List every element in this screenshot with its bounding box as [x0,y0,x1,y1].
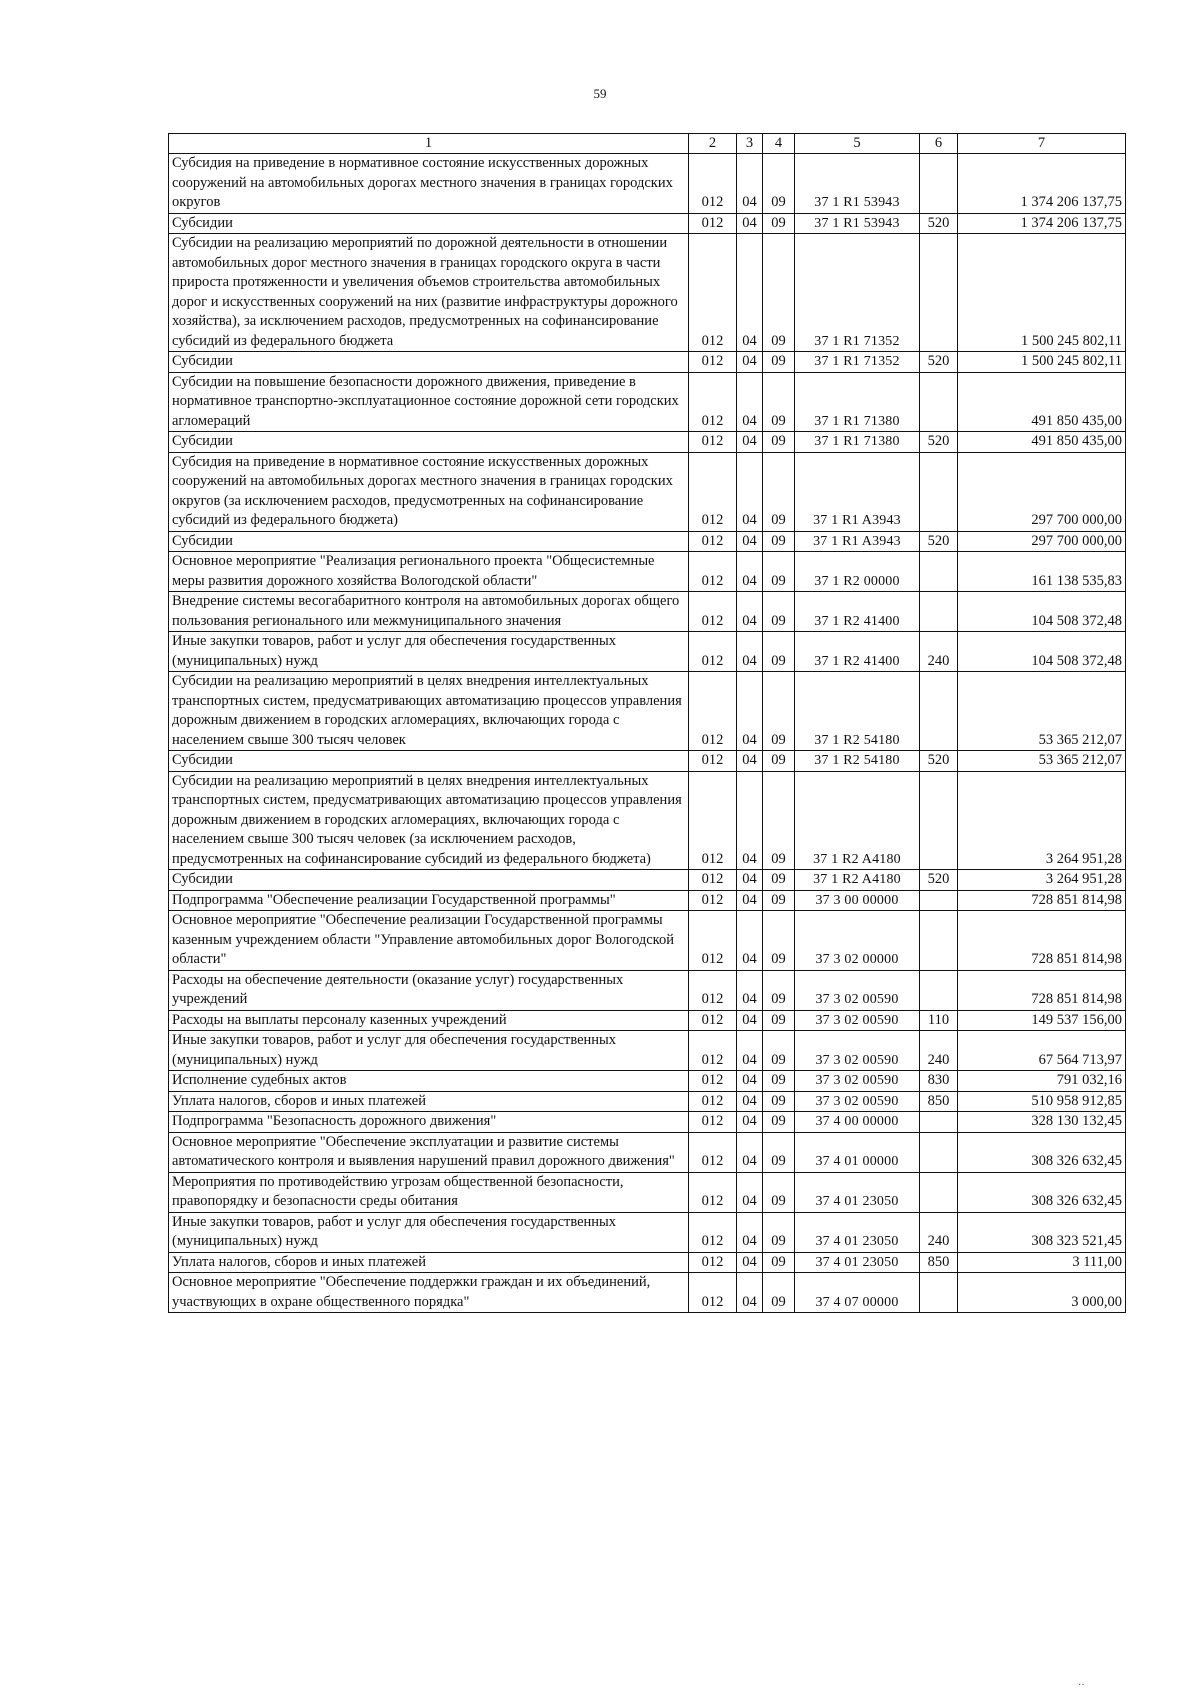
cell-amount: 728 851 814,98 [958,970,1126,1010]
cell-code-target: 37 4 01 00000 [795,1132,920,1172]
row-name: Субсидия на приведение в нормативное состояние искусственных дорожных сооружений на автомобильных дорогах местного значения в границах городских округов [169,154,689,214]
cell-code-target: 37 3 02 00590 [795,970,920,1010]
cell-code-expense-type [920,552,958,592]
table-row [169,1132,1126,1172]
cell-amount: 3 111,00 [958,1252,1126,1273]
cell-code-target: 37 1 R2 41400 [795,592,920,632]
table-row [169,234,1126,352]
cell-amount: 728 851 814,98 [958,911,1126,971]
cell-amount: 328 130 132,45 [958,1112,1126,1133]
column-header: 3 [737,134,763,154]
cell-code-admin: 012 [689,234,737,352]
cell-code-expense-type [920,372,958,432]
cell-code-section: 04 [737,1212,763,1252]
cell-amount: 3 264 951,28 [958,870,1126,891]
table-row [169,1212,1126,1252]
row-name: Основное мероприятие "Обеспечение поддержки граждан и их объединений, участвующих в охране общественного порядка" [169,1273,689,1313]
table-row [169,911,1126,971]
cell-code-expense-type: 240 [920,1212,958,1252]
table-row [169,890,1126,911]
cell-code-admin: 012 [689,1132,737,1172]
cell-amount: 728 851 814,98 [958,890,1126,911]
cell-code-target: 37 3 02 00590 [795,1010,920,1031]
cell-code-admin: 012 [689,970,737,1010]
table-row [169,552,1126,592]
cell-code-target: 37 4 01 23050 [795,1252,920,1273]
cell-code-target: 37 1 R2 A4180 [795,870,920,891]
cell-code-section: 04 [737,771,763,870]
cell-code-subsection: 09 [763,911,795,971]
table-row [169,154,1126,214]
row-name: Уплата налогов, сборов и иных платежей [169,1091,689,1112]
cell-code-section: 04 [737,234,763,352]
cell-code-admin: 012 [689,213,737,234]
cell-code-target: 37 3 02 00590 [795,1031,920,1071]
cell-amount: 308 326 632,45 [958,1172,1126,1212]
cell-code-target: 37 1 R2 54180 [795,672,920,751]
cell-code-section: 04 [737,592,763,632]
cell-code-subsection: 09 [763,213,795,234]
cell-code-section: 04 [737,1273,763,1313]
row-name: Субсидии на реализацию мероприятий по дорожной деятельности в отношении автомобильных дорог местного значения в границах городского округа в части прироста протяженности и увеличения объемов строительства автомобильных дорог и искусственных сооружений на них (развитие инфраструктуры дорожного хозяйства), за исключением расходов, предусмотренных на софинансирование субсидий из федерального бюджета [169,234,689,352]
cell-code-subsection: 09 [763,1112,795,1133]
row-name: Иные закупки товаров, работ и услуг для обеспечения государственных (муниципальных) нужд [169,632,689,672]
cell-code-admin: 012 [689,1091,737,1112]
cell-code-section: 04 [737,1172,763,1212]
cell-code-expense-type: 520 [920,213,958,234]
cell-amount: 297 700 000,00 [958,531,1126,552]
cell-code-section: 04 [737,751,763,772]
cell-code-section: 04 [737,970,763,1010]
cell-code-subsection: 09 [763,552,795,592]
cell-code-admin: 012 [689,1172,737,1212]
row-name: Расходы на обеспечение деятельности (оказание услуг) государственных учреждений [169,970,689,1010]
row-name: Субсидии [169,213,689,234]
row-name: Основное мероприятие "Обеспечение эксплуатации и развитие системы автоматического контроля и выявления нарушений правил дорожного движения" [169,1132,689,1172]
cell-amount: 67 564 713,97 [958,1031,1126,1071]
cell-code-expense-type [920,1273,958,1313]
cell-code-target: 37 1 R1 71380 [795,372,920,432]
cell-code-target: 37 3 02 00590 [795,1091,920,1112]
cell-code-expense-type [920,154,958,214]
cell-code-expense-type [920,1112,958,1133]
table-row [169,771,1126,870]
cell-code-expense-type: 240 [920,632,958,672]
row-name: Подпрограмма "Обеспечение реализации Государственной программы" [169,890,689,911]
row-name: Субсидии на реализацию мероприятий в целях внедрения интеллектуальных транспортных систем, предусматривающих автоматизацию процессов управления дорожным движением в городских агломерациях, включающих города с населением свыше 300 тысяч человек [169,672,689,751]
row-name: Субсидии на реализацию мероприятий в целях внедрения интеллектуальных транспортных систем, предусматривающих автоматизацию процессов управления дорожным движением в городских агломерациях, включающих города с населением свыше 300 тысяч человек (за исключением расходов, предусмотренных на софинансирование субсидий из федерального бюджета) [169,771,689,870]
cell-code-expense-type: 850 [920,1252,958,1273]
row-name: Субсидии [169,870,689,891]
cell-amount: 53 365 212,07 [958,672,1126,751]
cell-code-expense-type: 520 [920,870,958,891]
cell-code-admin: 012 [689,1273,737,1313]
cell-code-target: 37 1 R1 71352 [795,234,920,352]
cell-code-section: 04 [737,154,763,214]
table-row [169,1112,1126,1133]
table-row [169,672,1126,751]
row-name: Подпрограмма "Безопасность дорожного движения" [169,1112,689,1133]
row-name: Исполнение судебных актов [169,1071,689,1092]
cell-code-admin: 012 [689,372,737,432]
row-name: Уплата налогов, сборов и иных платежей [169,1252,689,1273]
cell-amount: 1 374 206 137,75 [958,154,1126,214]
cell-code-expense-type [920,911,958,971]
table-row [169,531,1126,552]
cell-code-target: 37 1 R2 54180 [795,751,920,772]
cell-amount: 3 000,00 [958,1273,1126,1313]
cell-code-subsection: 09 [763,672,795,751]
cell-code-expense-type: 520 [920,432,958,453]
cell-amount: 53 365 212,07 [958,751,1126,772]
cell-code-subsection: 09 [763,1132,795,1172]
cell-code-admin: 012 [689,870,737,891]
cell-code-admin: 012 [689,1031,737,1071]
cell-amount: 1 500 245 802,11 [958,352,1126,373]
cell-code-expense-type [920,1172,958,1212]
row-name: Иные закупки товаров, работ и услуг для обеспечения государственных (муниципальных) нужд [169,1031,689,1071]
table-row [169,1071,1126,1092]
page-number: 59 [593,86,607,101]
cell-code-expense-type [920,452,958,531]
cell-code-expense-type: 520 [920,352,958,373]
cell-code-admin: 012 [689,751,737,772]
cell-code-section: 04 [737,870,763,891]
cell-code-admin: 012 [689,552,737,592]
cell-code-admin: 012 [689,452,737,531]
cell-code-admin: 012 [689,771,737,870]
column-header: 4 [763,134,795,154]
table-body [169,154,1126,1313]
cell-code-section: 04 [737,1031,763,1071]
cell-code-expense-type [920,234,958,352]
cell-code-admin: 012 [689,1112,737,1133]
cell-amount: 308 326 632,45 [958,1132,1126,1172]
cell-code-admin: 012 [689,531,737,552]
cell-code-section: 04 [737,452,763,531]
cell-code-subsection: 09 [763,970,795,1010]
cell-code-expense-type [920,890,958,911]
column-header: 2 [689,134,737,154]
cell-code-subsection: 09 [763,452,795,531]
cell-code-subsection: 09 [763,1212,795,1252]
cell-amount: 104 508 372,48 [958,592,1126,632]
cell-code-admin: 012 [689,632,737,672]
table-row [169,632,1126,672]
budget-table [168,133,1126,1313]
cell-code-admin: 012 [689,911,737,971]
cell-code-subsection: 09 [763,1273,795,1313]
cell-code-admin: 012 [689,154,737,214]
cell-code-expense-type [920,672,958,751]
cell-code-subsection: 09 [763,870,795,891]
cell-code-section: 04 [737,531,763,552]
cell-code-subsection: 09 [763,432,795,453]
cell-code-section: 04 [737,1071,763,1092]
cell-code-expense-type [920,771,958,870]
cell-code-target: 37 1 R1 53943 [795,213,920,234]
row-name: Субсидии [169,531,689,552]
cell-code-section: 04 [737,1112,763,1133]
cell-code-target: 37 3 00 00000 [795,890,920,911]
cell-code-target: 37 4 01 23050 [795,1172,920,1212]
cell-amount: 161 138 535,83 [958,552,1126,592]
cell-amount: 149 537 156,00 [958,1010,1126,1031]
cell-amount: 791 032,16 [958,1071,1126,1092]
cell-code-target: 37 1 R2 41400 [795,632,920,672]
table-row [169,213,1126,234]
scan-mark: ·· [1078,1680,1085,1691]
cell-code-expense-type: 520 [920,531,958,552]
cell-amount: 3 264 951,28 [958,771,1126,870]
cell-code-target: 37 1 R2 A4180 [795,771,920,870]
cell-code-subsection: 09 [763,890,795,911]
cell-code-subsection: 09 [763,154,795,214]
cell-code-admin: 012 [689,890,737,911]
cell-code-target: 37 3 02 00000 [795,911,920,971]
cell-code-target: 37 1 R1 71380 [795,432,920,453]
cell-code-target: 37 1 R2 00000 [795,552,920,592]
cell-code-section: 04 [737,552,763,592]
cell-code-expense-type [920,1132,958,1172]
row-name: Расходы на выплаты персоналу казенных учреждений [169,1010,689,1031]
table-row [169,372,1126,432]
cell-code-section: 04 [737,1252,763,1273]
table-row [169,352,1126,373]
row-name: Субсидии [169,751,689,772]
cell-code-expense-type: 850 [920,1091,958,1112]
cell-code-subsection: 09 [763,352,795,373]
table-row [169,452,1126,531]
cell-code-subsection: 09 [763,1010,795,1031]
cell-code-subsection: 09 [763,531,795,552]
cell-code-admin: 012 [689,432,737,453]
cell-code-admin: 012 [689,352,737,373]
row-name: Основное мероприятие "Обеспечение реализации Государственной программы казенным учреждением области "Управление автомобильных дорог Вологодской области" [169,911,689,971]
header-row [169,134,1126,154]
cell-code-expense-type [920,970,958,1010]
cell-amount: 1 374 206 137,75 [958,213,1126,234]
cell-code-subsection: 09 [763,372,795,432]
table-row [169,1273,1126,1313]
cell-amount: 104 508 372,48 [958,632,1126,672]
cell-code-section: 04 [737,372,763,432]
cell-code-section: 04 [737,911,763,971]
column-header: 7 [958,134,1126,154]
cell-code-expense-type: 830 [920,1071,958,1092]
cell-code-subsection: 09 [763,1252,795,1273]
cell-code-section: 04 [737,632,763,672]
cell-code-admin: 012 [689,1071,737,1092]
row-name: Субсидии [169,432,689,453]
table-row [169,432,1126,453]
cell-code-admin: 012 [689,592,737,632]
cell-amount: 1 500 245 802,11 [958,234,1126,352]
cell-code-admin: 012 [689,1212,737,1252]
cell-code-subsection: 09 [763,592,795,632]
row-name: Основное мероприятие "Реализация регионального проекта "Общесистемные меры развития дорожного хозяйства Вологодской области" [169,552,689,592]
cell-code-subsection: 09 [763,1172,795,1212]
cell-code-target: 37 1 R1 A3943 [795,452,920,531]
cell-code-expense-type: 110 [920,1010,958,1031]
cell-code-target: 37 3 02 00590 [795,1071,920,1092]
table-row [169,1031,1126,1071]
cell-code-subsection: 09 [763,234,795,352]
cell-code-admin: 012 [689,672,737,751]
cell-amount: 491 850 435,00 [958,372,1126,432]
table-row [169,751,1126,772]
cell-amount: 308 323 521,45 [958,1212,1126,1252]
cell-code-subsection: 09 [763,751,795,772]
cell-code-expense-type: 520 [920,751,958,772]
cell-code-expense-type [920,592,958,632]
row-name: Иные закупки товаров, работ и услуг для обеспечения государственных (муниципальных) нужд [169,1212,689,1252]
cell-code-section: 04 [737,890,763,911]
cell-code-section: 04 [737,1091,763,1112]
table-row [169,1091,1126,1112]
cell-code-target: 37 1 R1 53943 [795,154,920,214]
cell-amount: 510 958 912,85 [958,1091,1126,1112]
cell-amount: 491 850 435,00 [958,432,1126,453]
cell-code-target: 37 1 R1 A3943 [795,531,920,552]
table-row [169,870,1126,891]
cell-code-subsection: 09 [763,1071,795,1092]
table-row [169,1252,1126,1273]
cell-code-section: 04 [737,352,763,373]
table-row [169,1172,1126,1212]
column-header: 6 [920,134,958,154]
cell-code-subsection: 09 [763,1091,795,1112]
cell-code-target: 37 1 R1 71352 [795,352,920,373]
column-header: 5 [795,134,920,154]
table-row [169,592,1126,632]
cell-code-admin: 012 [689,1010,737,1031]
cell-code-section: 04 [737,1132,763,1172]
cell-code-subsection: 09 [763,771,795,870]
cell-code-section: 04 [737,672,763,751]
cell-code-section: 04 [737,213,763,234]
row-name: Мероприятия по противодействию угрозам общественной безопасности, правопорядку и безопасности среды обитания [169,1172,689,1212]
cell-amount: 297 700 000,00 [958,452,1126,531]
cell-code-target: 37 4 01 23050 [795,1212,920,1252]
cell-code-expense-type: 240 [920,1031,958,1071]
row-name: Субсидии на повышение безопасности дорожного движения, приведение в нормативное транспортно-эксплуатационное состояние дорожной сети городских агломераций [169,372,689,432]
cell-code-target: 37 4 00 00000 [795,1112,920,1133]
cell-code-subsection: 09 [763,632,795,672]
cell-code-admin: 012 [689,1252,737,1273]
cell-code-section: 04 [737,1010,763,1031]
row-name: Субсидии [169,352,689,373]
cell-code-subsection: 09 [763,1031,795,1071]
row-name: Внедрение системы весогабаритного контроля на автомобильных дорогах общего пользования регионального или межмуниципального значения [169,592,689,632]
column-header: 1 [169,134,689,154]
table-row [169,1010,1126,1031]
cell-code-section: 04 [737,432,763,453]
row-name: Субсидия на приведение в нормативное состояние искусственных дорожных сооружений на автомобильных дорогах местного значения в границах городских округов (за исключением расходов, предусмотренных на софинансирование субсидий из федерального бюджета) [169,452,689,531]
table-row [169,970,1126,1010]
cell-code-target: 37 4 07 00000 [795,1273,920,1313]
